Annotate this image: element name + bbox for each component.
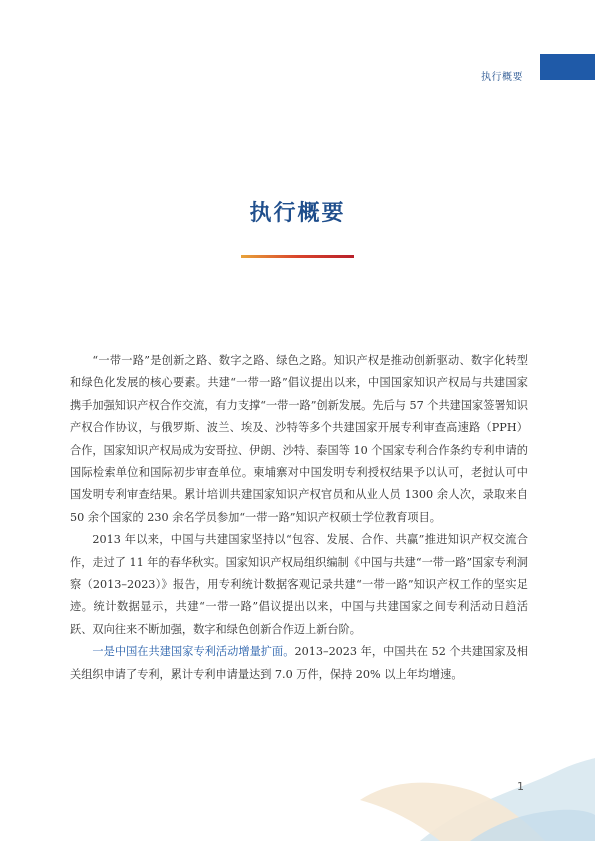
paragraph-3-lead: 一是中国在共建国家专利活动增量扩面。 xyxy=(92,645,295,659)
page-number: 1 xyxy=(517,780,524,793)
page-title: 执行概要 xyxy=(249,201,346,226)
paragraph-1: “一带一路”是创新之路、数字之路、绿色之路。知识产权是推动创新驱动、数字化转型和绿色化发展的核心要素。共建“一带一路”倡议提出以来，中国国家知识产权局与共建国家携手加强知识产权合作交流，有力支撑“一带一路”创新发展。先后与 57 个共建国家签署知识产权合作协议，与俄罗斯、波兰、埃及、沙特等多个共建国家开展专利审查高速路（PPH）合作，国家知识产权局成为安哥拉、伊朗、沙特、泰国等 10 个国家专利合作条约专利申请的国际检索单位和国际初步审查单位。柬埔寨对中国发明专利授权结果予以认可，老挝认可中国发明专利审查结果。累计培训共建国家知识产权官员和从业人员 1300 余人次，录取来自 50 余个国家的 230 余名学员参加“一带一路”知识产权硕士学位教育项目。 xyxy=(70,354,528,524)
paragraph-3-rest: 2013–2023 年，中国共在 52 个共建国家及相关组织申请了专利，累计专利申请量达到 7.0 万件，保持 20% 以上年均增速。 xyxy=(70,645,528,681)
section-header-label: 执行概要 xyxy=(481,72,523,83)
paragraph-2: 2013 年以来，中国与共建国家坚持以“包容、发展、合作、共赢”推进知识产权交流合作，走过了 11 年的春华秋实。国家知识产权局组织编制《中国与共建“一带一路”国家专利洞察（2013–2023）》报告，用专利统计数据客观记录共建“一带一路”知识产权工作的坚实足迹。统计数据显示，共建“一带一路”倡议提出以来，中国与共建国家之间专利活动日趋活跃、双向往来不断加强，数字和绿色创新合作迈上新台阶。 xyxy=(70,533,528,636)
